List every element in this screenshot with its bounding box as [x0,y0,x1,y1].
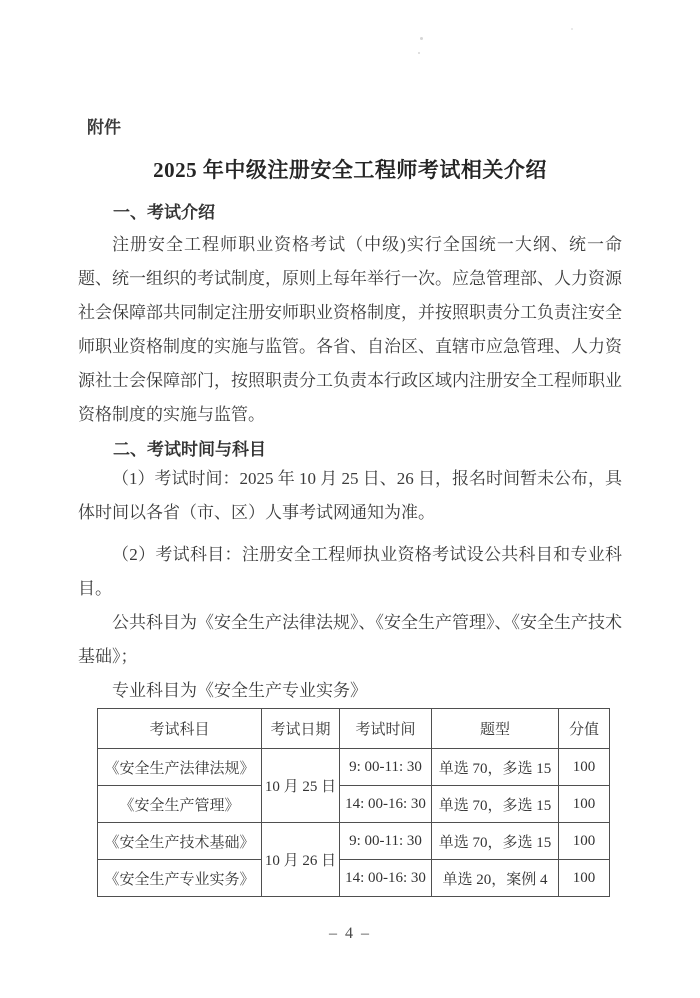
section-1-heading: 一、考试介绍 [113,203,215,222]
column-header-time: 考试时间 [340,709,432,749]
table-row [98,860,610,897]
document-title: 2025 年中级注册安全工程师考试相关介绍 [153,158,547,182]
time-cell: 14: 00-16: 30 [340,860,432,897]
question-types-cell: 单选 70，多选 15 [432,823,559,860]
score-cell: 100 [559,749,610,786]
score-cell: 100 [559,823,610,860]
exam-time-paragraph: （1）考试时间：2025 年 10 月 25 日、26 日，报名时间暂未公布，具体时间以各省（市、区）人事考试网通知为准。 [78,469,622,522]
date-cell: 10 月 25 日 [262,749,340,823]
question-types-cell: 单选 70，多选 15 [432,786,559,823]
scan-speck [571,28,573,30]
column-header-score: 分值 [559,709,610,749]
section-2-heading: 二、考试时间与科目 [113,440,266,459]
question-types-cell: 单选 70，多选 15 [432,749,559,786]
exam-schedule-table [97,708,610,897]
exam-subjects-paragraph: （2）考试科目：注册安全工程师执业资格考试设公共科目和专业科目。 [78,545,622,598]
table-header-row [98,709,610,749]
column-header-subject: 考试科目 [98,709,262,749]
page-number: – 4 – [329,925,371,942]
subject-cell: 《安全生产法律法规》 [98,749,262,786]
scan-speck [420,37,423,40]
subject-cell: 《安全生产技术基础》 [98,823,262,860]
table-row [98,786,610,823]
subject-cell: 《安全生产专业实务》 [98,860,262,897]
question-types-cell: 单选 20，案例 4 [432,860,559,897]
time-cell: 9: 00-11: 30 [340,749,432,786]
table-row [98,749,610,786]
subject-cell: 《安全生产管理》 [98,786,262,823]
scan-speck [418,52,420,54]
public-subjects-paragraph: 公共科目为《安全生产法律法规》、《安全生产管理》、《安全生产技术基础》； [78,613,622,666]
table-row [98,823,610,860]
date-cell: 10 月 26 日 [262,823,340,897]
score-cell: 100 [559,860,610,897]
time-cell: 14: 00-16: 30 [340,786,432,823]
column-header-date: 考试日期 [262,709,340,749]
section-1-paragraph: 注册安全工程师职业资格考试（中级)实行全国统一大纲、统一命题、统一组织的考试制度，原则上每年举行一次。应急管理部、人力资源社会保障部共同制定注册安师职业资格制度，并按照职责分工负责注安全师职业资格制度的实施与监管。各省、自治区、直辖市应急管理、人力资源社士会保障部门，按照职责分工负责本行政区域内注册安全工程师职业资格制度的实施与监管。 [78,235,622,424]
time-cell: 9: 00-11: 30 [340,823,432,860]
professional-subject-paragraph: 专业科目为《安全生产专业实务》 [112,681,367,700]
score-cell: 100 [559,786,610,823]
column-header-question-types: 题型 [432,709,559,749]
attachment-label: 附件 [87,118,121,137]
